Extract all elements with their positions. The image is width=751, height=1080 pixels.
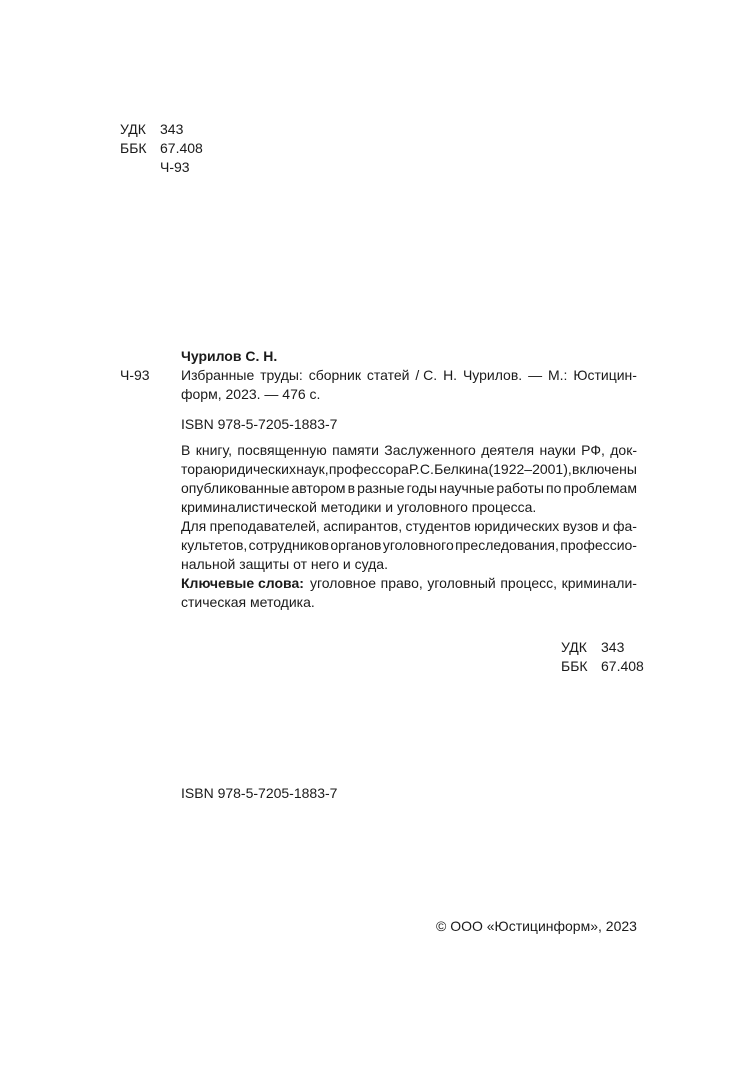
word: профессио- — [560, 537, 637, 553]
word: работы — [496, 480, 544, 496]
word: книгу, — [195, 442, 232, 458]
bbk-row — [120, 139, 203, 158]
annotation — [181, 441, 637, 612]
word: В — [181, 442, 191, 458]
word: РФ, — [581, 442, 605, 458]
keywords-text — [310, 574, 637, 593]
word: преследования, — [455, 537, 559, 553]
word: уголовное — [309, 575, 377, 591]
word: юридических — [210, 461, 296, 477]
annotation-line — [181, 441, 637, 460]
word: посвященную — [237, 442, 327, 458]
biblio-line-1 — [181, 366, 637, 385]
author-name: Чурилов С. Н. — [181, 348, 278, 364]
bbk-label: ББК — [561, 658, 588, 674]
word: Белкина — [434, 461, 489, 477]
word: Избранные — [181, 367, 255, 383]
word: Р. — [409, 461, 420, 477]
word: юридических — [474, 518, 560, 534]
bbk-row — [561, 657, 644, 676]
word: / С. — [415, 367, 438, 383]
word: культетов, — [181, 537, 248, 553]
word: в — [347, 480, 356, 496]
word: научные — [439, 480, 495, 496]
word: науки — [539, 442, 576, 458]
word: по — [546, 480, 562, 496]
annotation-line — [181, 536, 637, 555]
word: С. — [419, 461, 434, 477]
word: разные — [357, 480, 405, 496]
word: уголовный — [427, 575, 496, 591]
word: Для — [181, 518, 207, 534]
word: труды: — [260, 367, 303, 383]
cutter-code: Ч-93 — [120, 367, 150, 383]
word: (1922–2001), — [488, 461, 572, 477]
annotation-line: нальной защиты от него и суда. — [181, 556, 388, 572]
word: аспирантов, — [323, 518, 403, 534]
biblio-line-2: форм, 2023. — 476 с. — [181, 386, 321, 402]
keywords-line-2: стическая методика. — [181, 594, 315, 610]
word: фа- — [612, 518, 637, 534]
word: сотрудников — [248, 537, 330, 553]
bbk-label: ББК — [120, 140, 147, 156]
annotation-line — [181, 460, 637, 479]
word: и — [601, 518, 610, 534]
bibliographic-description — [181, 366, 637, 404]
isbn-bottom: ISBN 978-5-7205-1883-7 — [181, 785, 338, 801]
word: криминали- — [561, 575, 637, 591]
keywords-label: Ключевые слова: — [181, 575, 304, 591]
udk-label: УДК — [120, 121, 146, 137]
annotation-line — [181, 479, 637, 498]
bbk-value: 67.408 — [601, 658, 644, 674]
word: включены — [572, 461, 637, 477]
udk-value: 343 — [601, 639, 625, 655]
keywords-line — [181, 574, 637, 593]
word: наук, — [296, 461, 329, 477]
word: Заслуженного — [384, 442, 476, 458]
word: процесс, — [500, 575, 558, 591]
word: тора — [181, 461, 211, 477]
word: деятеля — [481, 442, 535, 458]
word: органов — [330, 537, 382, 553]
copyright-notice: © ООО «Юстицинформ», 2023 — [436, 918, 637, 934]
word: док- — [610, 442, 637, 458]
word: автором — [291, 480, 346, 496]
word: студентов — [405, 518, 471, 534]
udk-bbk-bottom-block — [561, 638, 644, 676]
word: опубликованные — [181, 480, 290, 496]
udk-row — [561, 638, 644, 657]
word: преподавателей, — [209, 518, 320, 534]
word: Н. — [443, 367, 458, 383]
word: вузов — [562, 518, 599, 534]
bbk-value: 67.408 — [160, 140, 203, 156]
word: право, — [380, 575, 423, 591]
word: годы — [406, 480, 438, 496]
udk-value: 343 — [160, 121, 184, 137]
udk-row — [120, 120, 203, 139]
word: — — [528, 367, 543, 383]
word: статей — [366, 367, 410, 383]
isbn-entry: ISBN 978-5-7205-1883-7 — [181, 416, 338, 432]
word: профессора — [328, 461, 409, 477]
udk-label: УДК — [561, 639, 587, 655]
word: памяти — [332, 442, 379, 458]
author-sign: Ч-93 — [160, 159, 190, 175]
word: сборник — [308, 367, 361, 383]
word: проблемам — [563, 480, 637, 496]
word: уголовного — [382, 537, 454, 553]
annotation-line: криминалистической методики и уголовного процесса. — [181, 499, 537, 515]
word: Юстицин- — [573, 367, 637, 383]
word: М.: — [547, 367, 568, 383]
word: Чурилов. — [462, 367, 523, 383]
annotation-line — [181, 517, 637, 536]
udk-bbk-top-block — [120, 120, 203, 177]
